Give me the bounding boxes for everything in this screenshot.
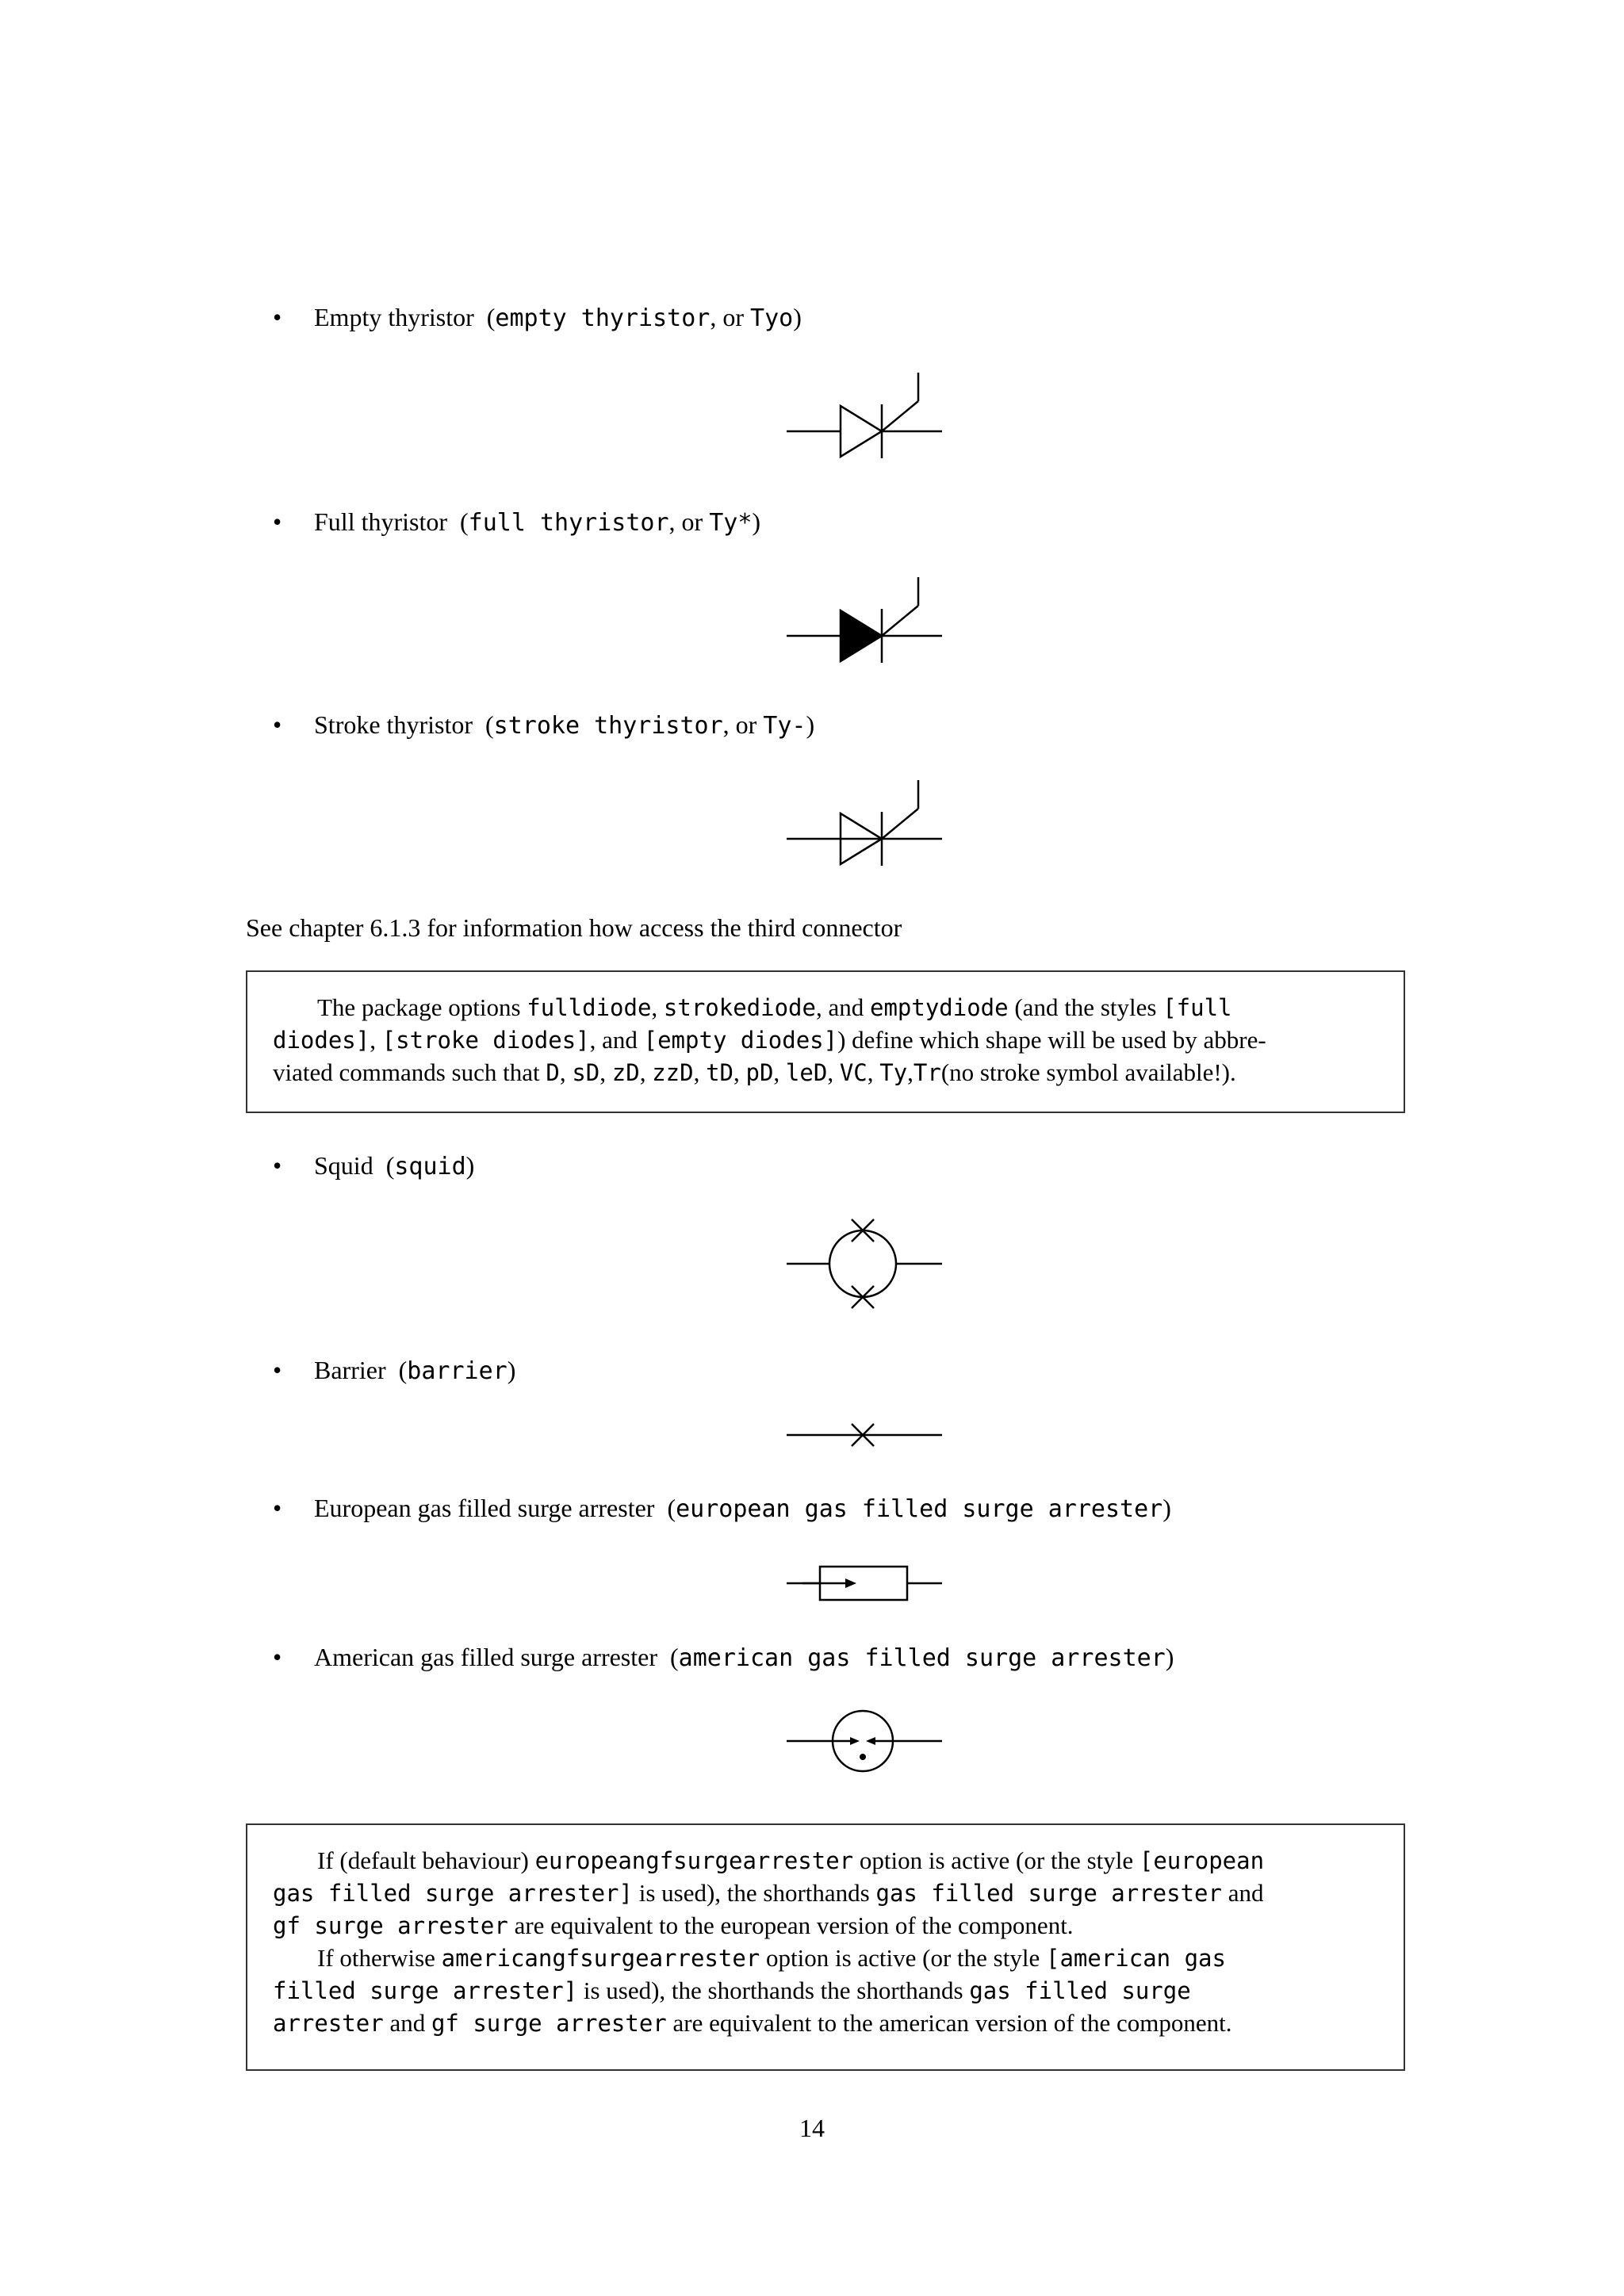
note-line-3: gf surge arrester are equivalent to the european version of the component. xyxy=(273,1911,1074,1939)
item-shorthand: Ty- xyxy=(763,712,806,740)
note-line-1: The package options fulldiode, strokediode, and emptydiode (and the styles [full xyxy=(317,993,1232,1021)
item-command: stroke thyristor xyxy=(493,712,723,740)
note-line-5: filled surge arrester] is used), the shorthands the shorthands gas filled surge xyxy=(273,1976,1191,2004)
full-thyristor-symbol xyxy=(777,569,952,672)
item-name: American gas filled surge arrester xyxy=(314,1643,657,1671)
note-line-3: viated commands such that D, sD, zD, zzD, tD, pD, leD, VC, Ty,Tr(no stroke symbol available!). xyxy=(273,1058,1236,1086)
note-box-surge-arrester-options xyxy=(246,1823,1405,2071)
bullet: • xyxy=(273,1643,282,1671)
item-command: american gas filled surge arrester xyxy=(678,1644,1166,1672)
chapter-reference: See chapter 6.1.3 for information how access the third connector xyxy=(246,913,902,942)
empty-thyristor-symbol xyxy=(777,365,952,468)
squid-symbol xyxy=(777,1213,952,1316)
note-box-diode-options xyxy=(246,970,1405,1113)
bullet: • xyxy=(273,303,282,331)
note-line-2: diodes], [stroke diodes], and [empty diodes]) define which shape will be used by abbre- xyxy=(273,1026,1266,1054)
item-shorthand: Ty* xyxy=(709,509,753,537)
note-line-6: arrester and gf surge arrester are equivalent to the american version of the component. xyxy=(273,2009,1232,2037)
bullet: • xyxy=(273,507,282,536)
document-page: • Empty thyristor (empty thyristor, or Tyo) • Full thyristor (full thyristor, or Ty*) • Stroke thyristor (stroke thyristor, or Ty-) See chapter 6.1.3 for information how access the third connector The package options fulldiode, strokediode, and emptydiode (and the styles [full diodes], [stroke diodes], and [empty diodes]) define which shape will be used by abbre- viated commands such that D, sD, zD, zzD, tD, pD, leD, VC, Ty,Tr(no stroke symbol available!). • Squid (squid) • Barrier (barrier) • European gas filled surge arrester (european gas filled surge arrester) • American gas filled surge arrester (american gas filled surge arrester) If (default behaviour) europeangfsurgearrester option is active (or the style [european gas filled surge arrester] is used), the shorthands gas filled surge arrester and gf surge arrester are equivalent to the european version of the component. If otherwise americangfsurgearrester option is active (or the style [american gas filled surge arrester] is used), the shorthands the shorthands gas filled surge arrester and gf surge arrester are equivalent to the american version of the component. 14 xyxy=(0,0,1624,2296)
american-surge-arrester-symbol xyxy=(777,1705,952,1784)
item-command: full thyristor xyxy=(468,509,669,537)
bullet: • xyxy=(273,1356,282,1384)
barrier-symbol xyxy=(777,1411,952,1459)
stroke-thyristor-symbol xyxy=(777,772,952,875)
note-line-1: If (default behaviour) europeangfsurgearrester option is active (or the style [european xyxy=(317,1846,1265,1874)
item-command: empty thyristor xyxy=(495,304,710,332)
item-command: barrier xyxy=(407,1357,508,1385)
bullet: • xyxy=(273,710,282,739)
note-line-4: If otherwise americangfsurgearrester option is active (or the style [american gas xyxy=(317,1944,1226,1972)
item-name: Empty thyristor xyxy=(314,303,474,331)
item-name: Barrier xyxy=(314,1356,386,1384)
item-command: squid xyxy=(394,1153,466,1181)
bullet: • xyxy=(273,1151,282,1180)
item-command: european gas filled surge arrester xyxy=(676,1495,1163,1523)
item-name: Full thyristor xyxy=(314,507,448,536)
page-number: 14 xyxy=(799,2114,825,2142)
european-surge-arrester-symbol xyxy=(777,1556,952,1611)
item-shorthand: Tyo xyxy=(750,304,794,332)
item-name: European gas filled surge arrester xyxy=(314,1494,655,1522)
note-line-2: gas filled surge arrester] is used), the shorthands gas filled surge arrester and xyxy=(273,1879,1264,1907)
bullet: • xyxy=(273,1494,282,1522)
item-name: Squid xyxy=(314,1151,373,1180)
item-name: Stroke thyristor xyxy=(314,710,473,739)
